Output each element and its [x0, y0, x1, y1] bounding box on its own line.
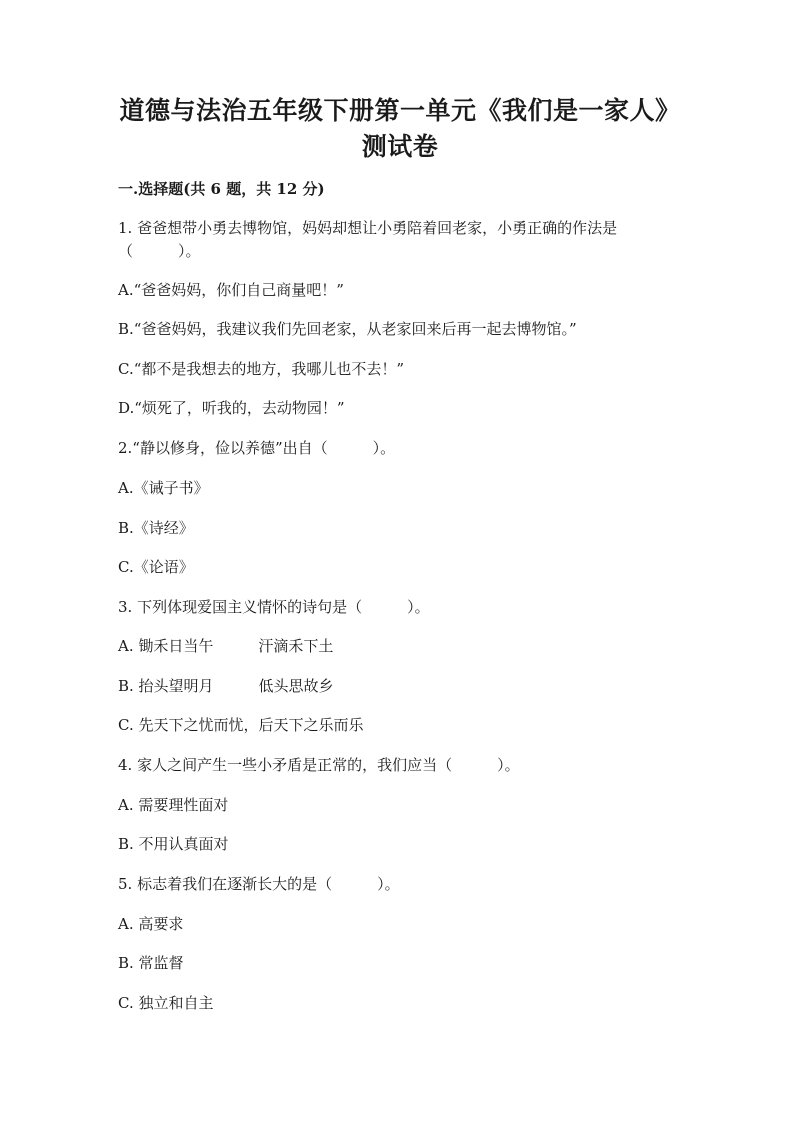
- question-1-option-c: C.“都不是我想去的地方，我哪儿也不去！”: [118, 360, 405, 378]
- question-4-stem: 4. 家人之间产生一些小矛盾是正常的，我们应当（ ）。: [118, 756, 520, 774]
- question-2-stem: 2.“静以修身，俭以养德”出自（ ）。: [118, 439, 396, 457]
- question-2-option-c: C.《论语》: [118, 558, 194, 576]
- question-5-option-b: B. 常监督: [118, 954, 184, 972]
- question-3-option-b: B. 抬头望明月 低头思故乡: [118, 677, 334, 695]
- question-1-stem: 1. 爸爸想带小勇去博物馆，妈妈却想让小勇陪着回老家，小勇正确的作法是: [118, 219, 618, 237]
- question-5-stem: 5. 标志着我们在逐渐长大的是（ ）。: [118, 875, 400, 893]
- question-2-option-b: B.《诗经》: [118, 519, 194, 537]
- question-3-stem: 3. 下列体现爱国主义情怀的诗句是（ ）。: [118, 598, 430, 616]
- section-heading: 一.选择题(共 6 题，共 12 分): [118, 180, 325, 198]
- question-4-option-a: A. 需要理性面对: [118, 796, 229, 814]
- page-subtitle: 测试卷: [361, 132, 439, 161]
- question-4-option-b: B. 不用认真面对: [118, 835, 229, 853]
- question-1-option-b: B.“爸爸妈妈，我建议我们先回老家，从老家回来后再一起去博物馆。”: [118, 320, 577, 338]
- question-5-option-c: C. 独立和自主: [118, 994, 214, 1012]
- question-1-stem-continued: （ ）。: [118, 242, 201, 260]
- page-title: 道德与法治五年级下册第一单元《我们是一家人》: [119, 96, 681, 125]
- question-3-option-a: A. 锄禾日当午 汗滴禾下土: [118, 637, 334, 655]
- question-2-option-a: A.《诫子书》: [118, 479, 209, 497]
- question-5-option-a: A. 高要求: [118, 915, 184, 933]
- question-1-option-d: D.“烦死了，听我的，去动物园！”: [118, 399, 345, 417]
- question-3-option-c: C. 先天下之忧而忧，后天下之乐而乐: [118, 716, 364, 734]
- question-1-option-a: A.“爸爸妈妈，你们自己商量吧！”: [118, 281, 344, 299]
